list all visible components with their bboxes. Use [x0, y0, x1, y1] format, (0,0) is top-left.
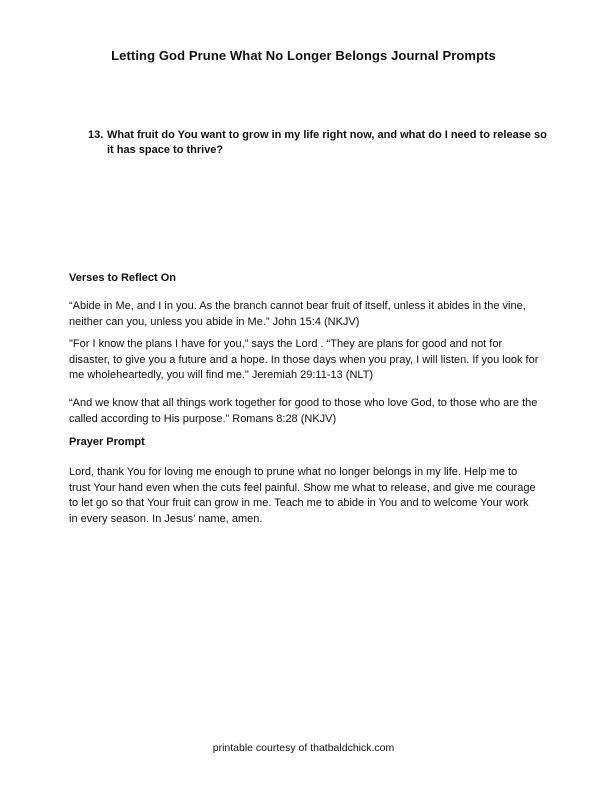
page-title: Letting God Prune What No Longer Belongs Journal Prompts [111, 48, 496, 63]
footer-credit: printable courtesy of thatbaldchick.com [212, 742, 395, 754]
verse-john-15-4: “Abide in Me, and I in you. As the branch cannot bear fruit of itself, unless it abides in the vine, neither can you, unless you abide in Me.” John 15:4 (NKJV) [69, 300, 526, 328]
prompt-number: 13. [88, 129, 104, 141]
prayer-heading: Prayer Prompt [69, 436, 145, 448]
verse-romans-8-28: “And we know that all things work together for good to those who love God, to those who are the called according to His purpose.” Romans 8:28 (NKJV) [69, 397, 538, 425]
journal-prompt [88, 128, 548, 158]
verses-heading: Verses to Reflect On [69, 272, 176, 284]
verse-jeremiah-29-11: "For I know the plans I have for you,” says the Lord . “They are plans for good and not for disaster, to give you a future and a hope. In those days when you pray, I will listen. If you look for me wholeheartedly, you will find me." Jeremiah 29:11-13 (NLT) [69, 338, 539, 382]
prompt-text: What fruit do You want to grow in my life right now, and what do I need to release so it has space to thrive? [107, 129, 547, 156]
prayer-text: Lord, thank You for loving me enough to prune what no longer belongs in my life. Help me to trust Your hand even when the cuts feel painful. Show me what to release, and give me courage to let go so that Your fruit can grow in me. Teach me to abide in You and to welcome Your work in every season. In Jesus’ name, amen. [69, 466, 536, 525]
